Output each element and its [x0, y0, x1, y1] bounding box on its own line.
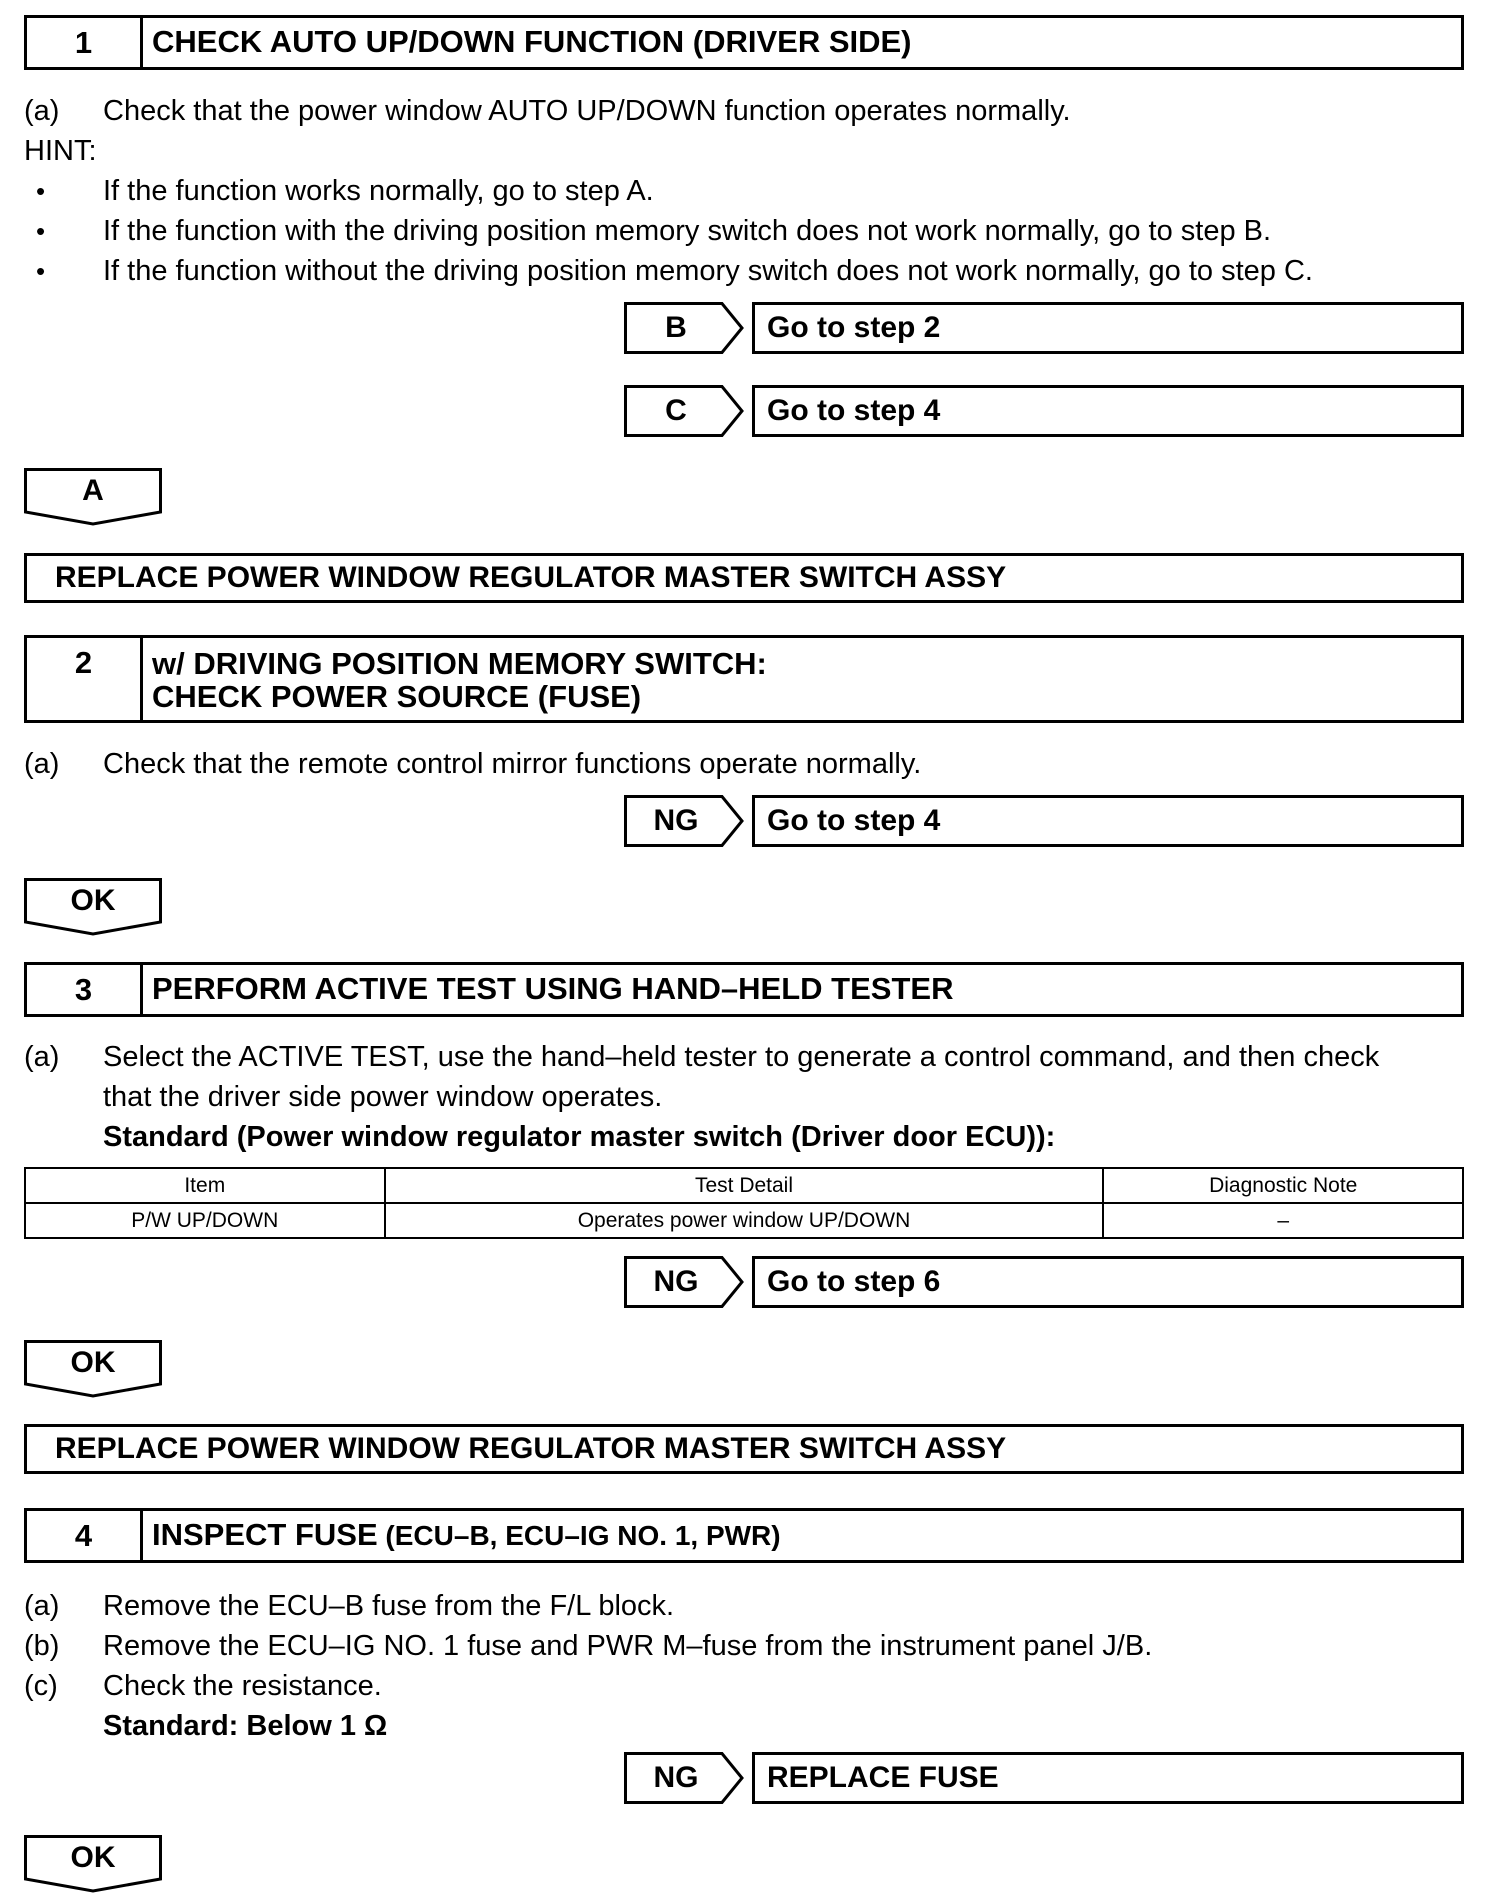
step-title: [152, 1518, 781, 1553]
item-label: (a): [24, 95, 60, 127]
step-title: PERFORM ACTIVE TEST USING HAND–HELD TESTER: [152, 971, 954, 1006]
item-text: Check that the power window AUTO UP/DOWN function operates normally.: [103, 95, 1071, 127]
item-label: (a): [24, 748, 60, 780]
branch-result: Go to step 4: [752, 385, 1464, 437]
action-box: REPLACE POWER WINDOW REGULATOR MASTER SWITCH ASSY: [24, 553, 1464, 603]
bullet: •: [36, 256, 46, 286]
step-1-header: [24, 15, 1464, 70]
branch-tag-ng: [624, 1752, 746, 1804]
continue-tag-label: OK: [70, 1346, 116, 1379]
table-cell: –: [1103, 1203, 1463, 1238]
table-cell: P/W UP/DOWN: [25, 1203, 385, 1238]
hint-item: If the function without the driving position memory switch does not work normally, go to step C.: [103, 255, 1313, 287]
continue-tag-a: [24, 468, 162, 526]
item-text: Check that the remote control mirror functions operate normally.: [103, 748, 922, 780]
item-label: (a): [24, 1041, 60, 1073]
hint-item: If the function with the driving position memory switch does not work normally, go to step B.: [103, 215, 1272, 247]
branch-tag-c: [624, 385, 746, 437]
branch-tag-label: NG: [653, 1265, 699, 1298]
hint-label: HINT:: [24, 135, 97, 167]
step-number: 4: [27, 1511, 143, 1560]
table-row: [25, 1203, 1463, 1238]
step-title-sub: (ECU–B, ECU–IG NO. 1, PWR): [377, 1520, 781, 1551]
bullet: •: [36, 216, 46, 246]
step-number: 1: [27, 18, 143, 67]
continue-tag-ok: [24, 878, 162, 936]
branch-tag-b: [624, 302, 746, 354]
branch-result: Go to step 6: [752, 1256, 1464, 1308]
branch-result: REPLACE FUSE: [752, 1752, 1464, 1804]
table-header: Item: [25, 1168, 385, 1203]
continue-tag-ok: [24, 1340, 162, 1398]
branch-tag-label: B: [665, 311, 687, 344]
item-text: Remove the ECU–B fuse from the F/L block.: [103, 1590, 675, 1622]
step-2-header: [24, 635, 1464, 723]
item-label: (b): [24, 1630, 60, 1662]
branch-tag-label: NG: [653, 804, 699, 837]
active-test-table: [24, 1167, 1464, 1239]
action-box: REPLACE POWER WINDOW REGULATOR MASTER SWITCH ASSY: [24, 1424, 1464, 1474]
hint-item: If the function works normally, go to step A.: [103, 175, 654, 207]
step-3-header: [24, 962, 1464, 1017]
branch-tag-ng: [624, 795, 746, 847]
step-4-header: [24, 1508, 1464, 1563]
table-cell: Operates power window UP/DOWN: [385, 1203, 1104, 1238]
standard-label: Standard: Below 1 Ω: [103, 1710, 388, 1742]
branch-tag-label: C: [665, 394, 687, 427]
item-text-line2: that the driver side power window operates.: [103, 1081, 663, 1113]
item-label: (a): [24, 1590, 60, 1622]
continue-tag-label: OK: [70, 884, 116, 917]
continue-tag-label: OK: [70, 1841, 116, 1874]
bullet: •: [36, 176, 46, 206]
item-text: Remove the ECU–IG NO. 1 fuse and PWR M–fuse from the instrument panel J/B.: [103, 1630, 1153, 1662]
step-title-main: INSPECT FUSE: [152, 1517, 378, 1552]
table-header-row: [25, 1168, 1463, 1203]
standard-label: Standard (Power window regulator master switch (Driver door ECU)):: [103, 1121, 1056, 1153]
step-number: 3: [27, 965, 143, 1014]
item-text-line1: Select the ACTIVE TEST, use the hand–held tester to generate a control command, and then check: [103, 1041, 1380, 1073]
table-header: Test Detail: [385, 1168, 1104, 1203]
branch-tag-ng: [624, 1256, 746, 1308]
step-title-line2: CHECK POWER SOURCE (FUSE): [152, 679, 642, 714]
item-label: (c): [24, 1670, 58, 1702]
step-number: 2: [27, 638, 143, 720]
continue-tag-label: A: [82, 474, 104, 507]
step-title: CHECK AUTO UP/DOWN FUNCTION (DRIVER SIDE): [152, 24, 912, 59]
branch-tag-label: NG: [653, 1761, 699, 1794]
continue-tag-ok: [24, 1835, 162, 1893]
branch-result: Go to step 2: [752, 302, 1464, 354]
step-title-line1: w/ DRIVING POSITION MEMORY SWITCH:: [152, 646, 767, 681]
table-header: Diagnostic Note: [1103, 1168, 1463, 1203]
branch-result: Go to step 4: [752, 795, 1464, 847]
item-text: Check the resistance.: [103, 1670, 382, 1702]
